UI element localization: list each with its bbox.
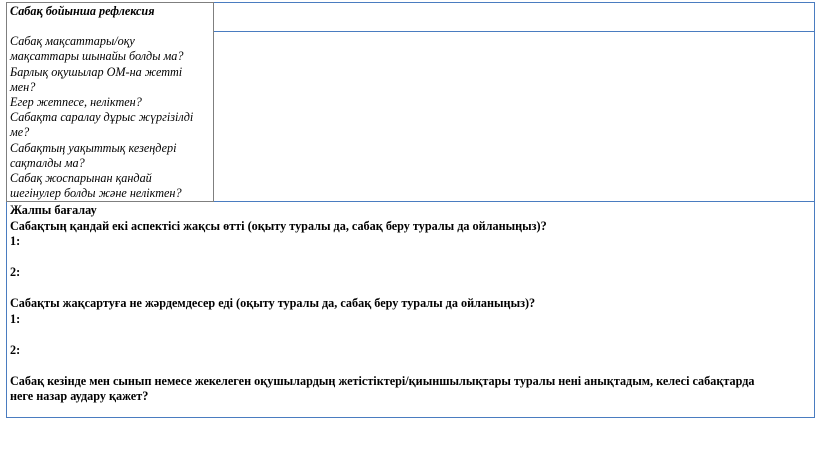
summary-q1-item-1: 1: [10,234,21,249]
reflection-line: Сабақта саралау дұрыс жүргізілді [10,110,194,125]
reflection-line: мақсаттары шынайы болды ма? [10,49,184,64]
reflection-answer-cell[interactable] [214,3,815,202]
general-assessment-cell[interactable] [7,202,815,418]
reflection-line: ме? [10,125,30,140]
summary-heading: Жалпы бағалау [10,203,97,218]
reflection-line: шегінулер болды және неліктен? [10,186,182,201]
summary-q2-item-2: 2: [10,342,21,357]
reflection-line: Егер жетпесе, неліктен? [10,95,142,110]
reflection-line: сақталды ма? [10,155,85,170]
reflection-line: Сабақ мақсаттары/оқу [10,34,135,49]
summary-q2-item-1: 1: [10,311,21,326]
summary-question-1: Сабақтың қандай екі аспектісі жақсы өтті (оқыту туралы да, сабақ беру туралы да ойланыңыз)? [10,218,547,233]
summary-question-2: Сабақты жақсартуға не жәрдемдесер еді (оқыту туралы да, сабақ беру туралы да ойланыңыз)? [10,296,536,311]
reflection-line: мен? [10,79,36,94]
reflection-line: Сабақ жоспарынан қандай [10,171,152,186]
reflection-line: Сабақтың уақыттық кезеңдері [10,140,177,155]
reflection-questions-cell [7,3,214,202]
summary-question-3-line-2: неге назар аудару қажет? [10,389,149,404]
reflection-line: Барлық оқушылар ОМ-на жетті [10,64,183,79]
lesson-reflection-table [6,2,815,418]
summary-question-3-line-1: Сабақ кезінде мен сынып немесе жекелеген оқушылардың жетістіктері/қиыншылықтары туралы нені анықтадым, келесі сабақтарда [10,373,755,388]
reflection-answer-top[interactable] [214,3,814,32]
reflection-title: Сабақ бойынша рефлексия [10,4,155,18]
summary-q1-item-2: 2: [10,265,21,280]
